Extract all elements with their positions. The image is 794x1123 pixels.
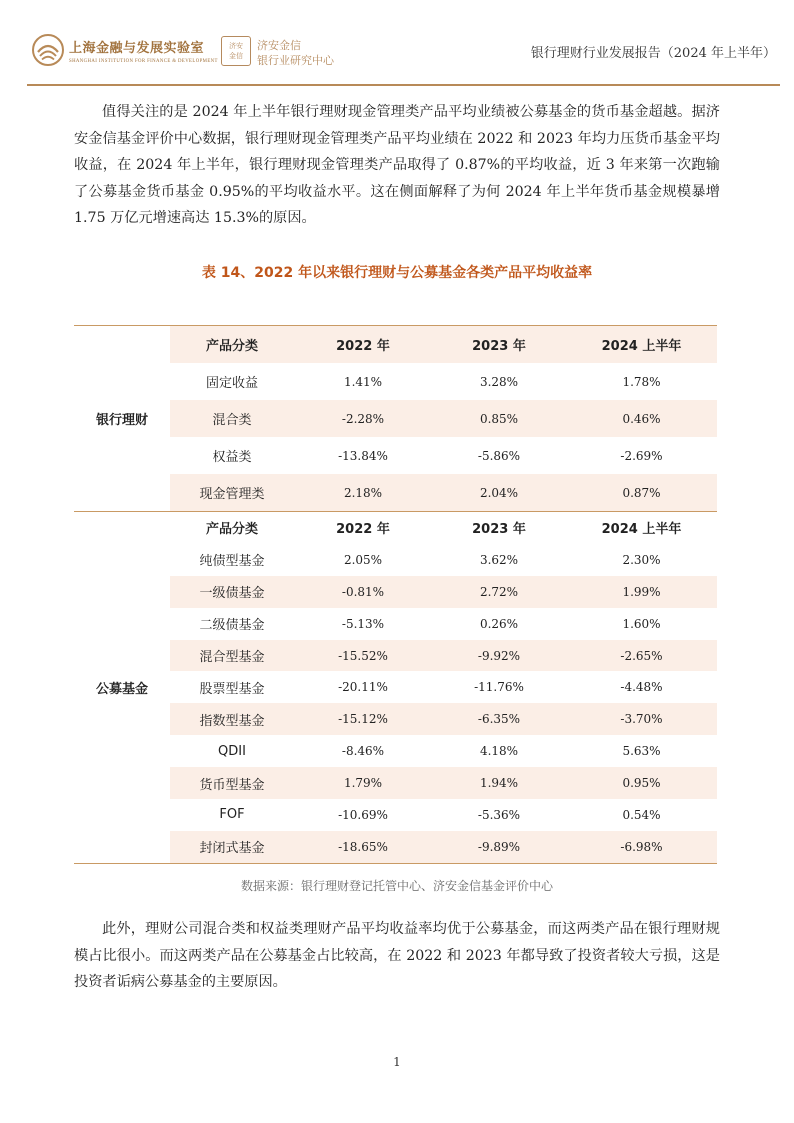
value-cell: 1.79% (294, 767, 432, 799)
category-cell: 纯债型基金 (199, 554, 265, 570)
table-row (74, 544, 717, 576)
value-cell: -2.65% (566, 640, 717, 672)
table-row (74, 735, 717, 767)
category-cell: 权益类 (212, 450, 252, 465)
category-cell: 二级债基金 (199, 618, 265, 634)
value-cell: -10.69% (338, 807, 388, 822)
category-cell: 一级债基金 (170, 576, 294, 608)
logo1-chinese-name: 上海金融与发展实验室 (69, 41, 205, 56)
category-cell: 货币型基金 (170, 767, 294, 799)
seal-text: 济安金信 (229, 42, 243, 60)
value-cell: -15.12% (294, 703, 432, 735)
category-cell: 混合类 (170, 400, 294, 437)
table-row (74, 671, 717, 703)
value-cell: -5.13% (341, 616, 385, 631)
value-cell: 0.87% (566, 474, 717, 512)
paragraph-money-fund: 值得关注的是 2024 年上半年银行理财现金管理类产品平均业绩被公募基金的货币基金超越。据济安金信基金评价中心数据，银行理财现金管理类产品平均业绩在 2022 和 2023 年均力压货币基金平均收益，在 2024 年上半年，银行理财现金管理类产品取得了 0.87%的平均收益，近 3 年来第一次跑输了公募基金货币基金 0.95%的平均收益水平。这在侧面解释了为何 2024 年上半年货币基金规模暴增 1.75 万亿元增速高达 15.3%的原因。 (74, 104, 720, 227)
value-cell: -9.89% (432, 831, 566, 863)
value-cell: -15.52% (294, 640, 432, 672)
table-row (74, 703, 717, 735)
value-cell: -8.46% (341, 744, 385, 759)
value-cell: 0.54% (622, 807, 661, 822)
value-cell: 0.46% (566, 400, 717, 437)
yield-comparison-table (74, 325, 717, 864)
value-cell: 1.99% (566, 576, 717, 608)
header-cell: 产品分类 (205, 522, 258, 538)
paragraph-conclusion: 此外，理财公司混合类和权益类理财产品平均收益率均优于公募基金，而这两类产品在银行理财规模占比很小。而这两类产品在公募基金占比较高，在 2022 和 2023 年都导致了投资者较大亏损，这是投资者诟病公募基金的主要原因。 (74, 921, 720, 991)
report-title: 银行理财行业发展报告（2024 年上半年） (530, 46, 776, 61)
table-row (74, 608, 717, 640)
value-cell: -18.65% (294, 831, 432, 863)
value-cell: 2.05% (343, 552, 383, 567)
value-cell: -6.35% (432, 703, 566, 735)
page-number: 1 (393, 1055, 401, 1069)
value-cell: 1.78% (622, 374, 661, 389)
value-cell: 0.26% (479, 616, 519, 631)
table-row (74, 831, 717, 863)
header-cell: 2023 年 (432, 326, 566, 364)
value-cell: -0.81% (294, 576, 432, 608)
value-cell: 0.95% (566, 767, 717, 799)
category-cell: 混合型基金 (170, 640, 294, 672)
logo2-line2: 银行业研究中心 (257, 54, 334, 67)
table-row (74, 640, 717, 672)
table-row (74, 400, 717, 437)
value-cell: -11.76% (474, 680, 524, 695)
category-cell: 现金管理类 (170, 474, 294, 512)
value-cell: -5.36% (477, 807, 521, 822)
category-cell: 固定收益 (205, 376, 258, 391)
table-row (74, 437, 717, 474)
header-cell: 2022 年 (294, 326, 432, 364)
value-cell: 3.28% (479, 374, 519, 389)
value-cell: 5.63% (622, 744, 661, 759)
table-row (74, 474, 717, 512)
value-cell: 2.18% (294, 474, 432, 512)
header-cell: 2024 上半年 (566, 326, 717, 364)
shanghai-institution-logo-text (69, 37, 218, 64)
value-cell: 3.62% (479, 552, 519, 567)
header-cell: 2023 年 (472, 522, 526, 538)
value-cell: 2.30% (622, 552, 661, 567)
shanghai-institution-logo-icon (32, 34, 64, 66)
logo2-line1: 济安金信 (257, 39, 301, 52)
logo1-english-name: SHANGHAI INSTITUTION FOR FINANCE & DEVELOPMENT (69, 59, 218, 64)
table-row (74, 363, 717, 400)
value-cell: -2.28% (294, 400, 432, 437)
value-cell: 1.60% (622, 616, 661, 631)
group-label-bank: 银行理财 (74, 326, 170, 512)
table-header-row (74, 326, 717, 364)
table-title: 表 14、2022 年以来银行理财与公募基金各类产品平均收益率 (201, 265, 593, 281)
value-cell: -2.69% (620, 448, 663, 463)
value-cell: 0.85% (432, 400, 566, 437)
table-header-row (74, 512, 717, 544)
page-header (27, 28, 780, 86)
value-cell: -9.92% (432, 640, 566, 672)
value-cell: -3.70% (566, 703, 717, 735)
header-cell: 2022 年 (336, 522, 390, 538)
category-cell: 股票型基金 (199, 681, 265, 697)
category-cell: 封闭式基金 (170, 831, 294, 863)
value-cell: 1.41% (343, 374, 383, 389)
value-cell: 1.94% (432, 767, 566, 799)
category-cell: 指数型基金 (170, 703, 294, 735)
table-row (74, 576, 717, 608)
group-label-fund: 公募基金 (74, 512, 170, 864)
jiaan-research-logo-text (257, 38, 334, 68)
header-cell: 产品分类 (170, 326, 294, 364)
jiaan-seal-icon (221, 36, 251, 66)
value-cell: 2.04% (432, 474, 566, 512)
value-cell: -13.84% (338, 448, 388, 463)
table-row (74, 767, 717, 799)
value-cell: -20.11% (338, 680, 388, 695)
value-cell: -6.98% (566, 831, 717, 863)
value-cell: -4.48% (620, 680, 663, 695)
table-source-note: 数据来源：银行理财登记托管中心、济安金信基金评价中心 (240, 879, 553, 893)
table-row (74, 799, 717, 831)
category-cell: QDII (218, 743, 246, 759)
category-cell: FOF (219, 807, 245, 823)
header-cell: 2024 上半年 (601, 522, 682, 538)
value-cell: 2.72% (432, 576, 566, 608)
value-cell: 4.18% (479, 744, 519, 759)
value-cell: -5.86% (477, 448, 521, 463)
